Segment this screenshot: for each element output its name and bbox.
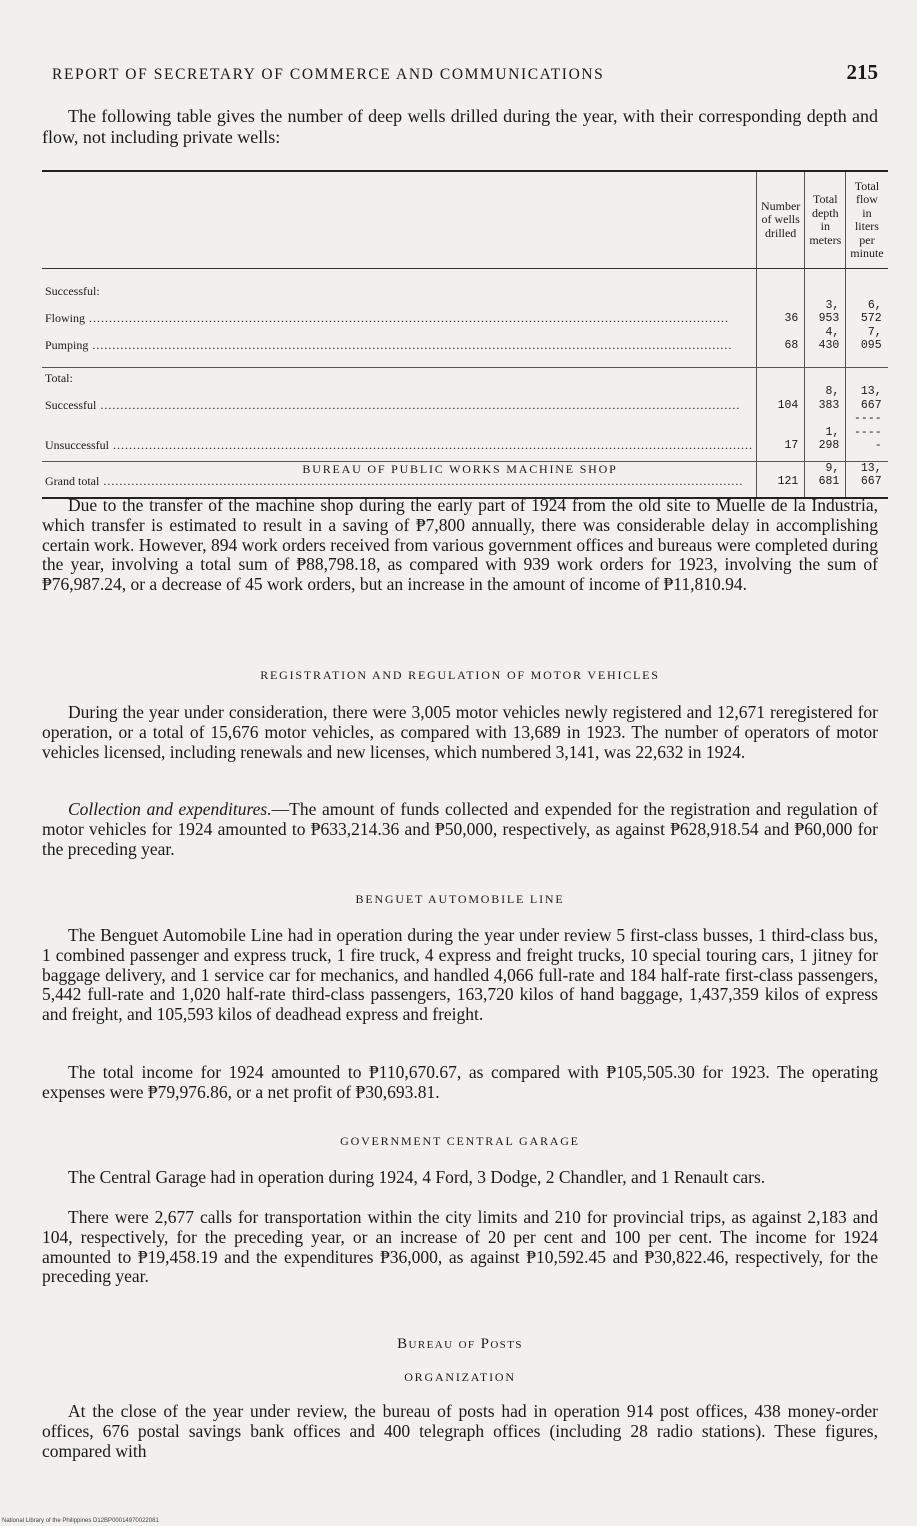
row-label-unsuccessful: Unsuccessful ..... (45, 439, 753, 453)
cell-depth: 3, 953 (805, 299, 846, 326)
cell-depth: 8, 383 (805, 385, 846, 412)
cell-depth: 1, 298 (805, 412, 846, 461)
row-label-flowing: Flowing ..... (45, 312, 753, 326)
col-depth-header: Total depth in meters (805, 171, 846, 269)
table-row (42, 269, 888, 299)
run-in-heading: Collection and expenditures. (68, 799, 272, 819)
paragraph-posts-organization: At the close of the year under review, the bureau of posts had in operation 914 post offices, 438 money-order offices, 676 postal savings bank offices and 400 telegraph offices (including 28 radio stations). These figures, compared with (42, 1401, 878, 1461)
table-row (42, 367, 888, 385)
row-label-successful: Successful ..... (45, 399, 753, 413)
header-title: REPORT OF SECRETARY OF COMMERCE AND COMMUNICATIONS (52, 66, 605, 83)
paragraph-text: —The amount of funds collected and expended for the registration and regulation of motor vehicles for 1924 amounted to ₱633,214.36 and ₱50,000, respectively, as against ₱628,918.54 and ₱60,000 for the preceding year. (42, 799, 878, 859)
group-label-successful: Successful: (45, 285, 100, 298)
paragraph-motor-vehicles: During the year under consideration, there were 3,005 motor vehicles newly registered and 12,671 reregistered for operation, or a total of 15,676 motor vehicles, as compared with 13,689 in 1923. The number of operators of motor vehicles licensed, including renewals and new licenses, which numbered 3,141, was 22,632 in 1924. (42, 702, 878, 762)
section-heading-benguet: BENGUET AUTOMOBILE LINE (355, 892, 565, 906)
row-label-pumping: Pumping ..... (45, 339, 753, 353)
table-row (42, 385, 888, 412)
running-header (52, 60, 878, 85)
table-row (42, 412, 888, 461)
scan-footer: National Library of the Philippines D12BP00014970022081 (2, 1518, 159, 1524)
cell-depth: 9, 681 (805, 461, 846, 498)
cell-flow: 13, 667 (846, 461, 888, 498)
group-label-total: Total: (45, 371, 73, 385)
paragraph-collection-expenditures (42, 800, 878, 859)
paragraph-garage-cars: The Central Garage had in operation during 1924, 4 Ford, 3 Dodge, 2 Chandler, and 1 Renault cars. (68, 1167, 766, 1187)
col-flow-header: Total flow in liters per minute (846, 171, 888, 269)
cell-wells: 104 (756, 385, 804, 412)
section-heading-machine-shop: BUREAU OF PUBLIC WORKS MACHINE SHOP (302, 462, 618, 476)
cell-flow: 7, 095 (846, 326, 888, 368)
deep-wells-table (42, 170, 888, 499)
stub-header (42, 171, 756, 269)
paragraph-garage-calls: There were 2,677 calls for transportation within the city limits and 210 for provincial trips, as against 2,183 and 104, respectively, for the preceding year, or an increase of 20 per cent and 100 per cent. The income for 1924 amounted to ₱19,458.19 and the expenditures ₱36,000, as against ₱10,592.45 and ₱30,822.46, respectively, for the preceding year. (42, 1207, 878, 1287)
section-title-bureau-of-posts: Bureau of Posts (397, 1336, 523, 1352)
cell-wells: 68 (756, 326, 804, 368)
cell-flow: 6, 572 (846, 299, 888, 326)
paragraph-benguet-fleet: The Benguet Automobile Line had in operation during the year under review 5 first-class busses, 1 third-class bus, 1 combined passenger and express truck, 1 fire truck, 4 express and freight trucks, 10 special touring cars, 1 jitney for baggage delivery, and 1 service car for mechanics, and handled 4,066 full-rate and 184 half-rate first-class passengers, 5,442 full-rate and 1,020 half-rate third-class passengers, 163,720 kilos of hand baggage, 1,437,359 kilos of express and freight, and 105,593 kilos of deadhead express and freight. (42, 925, 878, 1025)
cell-flow: 13, 667 (846, 385, 888, 412)
table-row (42, 326, 888, 368)
paragraph-benguet-income: The total income for 1924 amounted to ₱110,670.67, as compared with ₱105,505.30 for 1923. The operating expenses were ₱79,976.86, or a net profit of ₱30,693.81. (42, 1062, 878, 1102)
cell-wells: 17 (756, 412, 804, 461)
cell-wells: 121 (756, 461, 804, 498)
table-row (42, 299, 888, 326)
section-heading-organization: ORGANIZATION (404, 1370, 516, 1384)
cell-flow: --------- (846, 412, 888, 461)
document-page (36, 0, 884, 1526)
page-number: 215 (846, 60, 878, 84)
section-heading-garage: GOVERNMENT CENTRAL GARAGE (340, 1134, 580, 1148)
cell-depth: 4, 430 (805, 326, 846, 368)
paragraph-machine-shop: Due to the transfer of the machine shop during the early part of 1924 from the old site to Muelle de la Industria, which transfer is estimated to result in a saving of ₱7,800 annually, there was considerable delay in accomplishing certain work. However, 894 work orders received from various government offices and bureaus were completed during the year, involving a total sum of ₱88,798.18, as compared with 939 work orders for 1923, involving the sum of ₱76,987.24, or a decrease of 45 work orders, but an increase in the amount of income of ₱11,810.94. (42, 495, 878, 595)
row-label-grand-total: Grand total ..... (45, 475, 753, 489)
col-wells-header: Number of wells drilled (756, 171, 804, 269)
cell-wells: 36 (756, 299, 804, 326)
section-heading-motor-vehicles: REGISTRATION AND REGULATION OF MOTOR VEHICLES (260, 668, 660, 682)
table-intro: The following table gives the number of deep wells drilled during the year, with their corresponding depth and flow, not including private wells: (42, 106, 878, 147)
